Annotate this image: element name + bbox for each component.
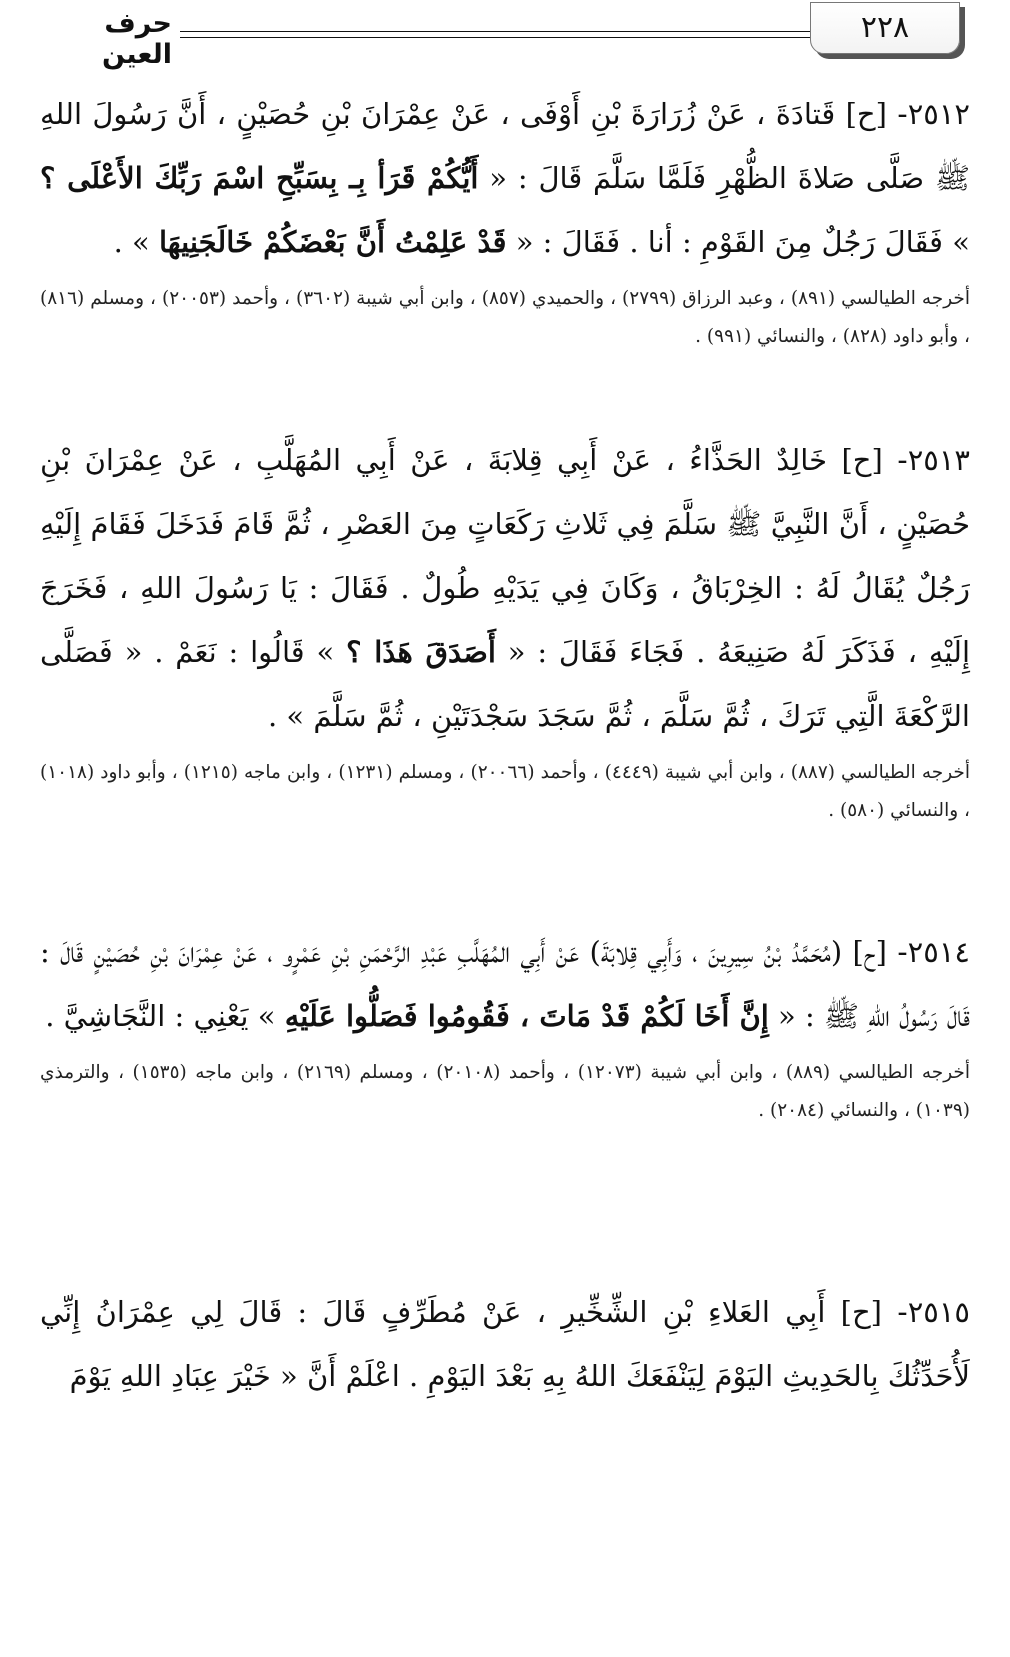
takhrij-note: أخرجه الطيالسي (٨٨٩) ، وابن أبي شيبة (١٢٠٧٣) ، وأحمد (٢٠١٠٨) ، ومسلم (٢١٦٩) ، وابن ماجه (١٥٣٥) ، والترمذي (١٠٣٩) ، والنسائي (٢٠٨٤) . — [40, 1062, 970, 1121]
hadith-number: ٢٥١٣- — [882, 443, 971, 477]
takhrij-note: أخرجه الطيالسي (٨٩١) ، وعبد الرزاق (٢٧٩٩) ، والحميدي (٨٥٧) ، وابن أبي شيبة (٣٦٠٢) ، وأحمد (٢٠٠٥٣) ، ومسلم (٨١٦) ، وأبو داود (٨٢٨) ، والنسائي (٩٩١) . — [40, 288, 970, 347]
page-number: ٢٢٨ — [810, 2, 960, 54]
hadith-text — [40, 920, 970, 1048]
hadith-quote: أَيُّكُمْ قَرَأ بِـ بِسَبِّحِ اسْمَ رَبِّكَ الأَعْلَى ؟ — [40, 161, 479, 195]
hadith-entry-2512 — [40, 82, 970, 356]
hadith-quote: أَصَدَقَ هَذَا ؟ — [346, 635, 496, 669]
hadith-text — [40, 82, 970, 274]
hadith-number: ٢٥١٥- — [882, 1295, 971, 1329]
hadith-number: ٢٥١٢- — [886, 97, 970, 131]
hadith-narration: » فَقَالَ رَجُلٌ مِنَ القَوْمِ : أنا . فَقَالَ : « — [506, 225, 970, 259]
hadith-narration: » يَعْنِي : النَّجَاشِيَّ . — [45, 999, 285, 1033]
hadith-quote: إِنَّ أَخَا لَكُمْ قَدْ مَاتَ ، فَقُومُوا فَصَلُّوا عَلَيْهِ — [284, 999, 769, 1033]
hadith-quote: قَدْ عَلِمْتُ أَنَّ بَعْضَكُمْ خَالَجَنِيهَا — [158, 225, 507, 259]
hadith-chain: [ح] (مُحَمَّدُ بْنُ سِيرِينَ ، وَأَبِي قِلابَةَ) عَنْ أَبِي المُهَلَّبِ عَبْدِ الرَّحْمَنِ بْنِ عَمْرٍو ، عَنْ عِمْرَانَ بْنِ حُصَيْنٍ قَالَ : قَالَ رَسُولُ اللهِ ﷺ : « — [40, 935, 970, 1033]
header-divider — [180, 31, 810, 38]
hadith-entry-2515 — [40, 1280, 970, 1414]
hadith-chain: [ح] خَالِدٌ الحَذَّاءُ ، عَنْ أَبِي قِلابَةَ ، عَنْ أَبِي المُهَلَّبِ ، عَنْ عِمْرَانَ بْنِ حُصَيْنٍ ، أَنَّ النَّبِيَّ ﷺ سَلَّمَ فِي ثَلاثِ رَكَعَاتٍ مِنَ العَصْرِ ، ثُمَّ قَامَ فَدَخَلَ فَقَامَ إِلَيْهِ رَجُلٌ يُقَالُ لَهُ : الخِرْبَاقُ ، وَكَانَ فِي يَدَيْهِ طُولٌ . فَقَالَ : يَا رَسُولَ اللهِ ، فَخَرَجَ إِلَيْهِ ، فَذَكَرَ لَهُ صَنِيعَهُ . فَجَاءَ فَقَالَ : « — [40, 443, 971, 669]
takhrij-note: أخرجه الطيالسي (٨٨٧) ، وابن أبي شيبة (٤٤٤٩) ، وأحمد (٢٠٠٦٦) ، ومسلم (١٢٣١) ، وابن ماجه (١٢١٥) ، وأبو داود (١٠١٨) ، والنسائي (٥٨٠) . — [40, 762, 970, 821]
hadith-text — [40, 1280, 970, 1408]
hadith-number: ٢٥١٤- — [886, 935, 970, 969]
hadith-entry-2513 — [40, 428, 970, 830]
hadith-narration: » قَالُوا : نَعَمْ . « — [112, 635, 347, 669]
running-title: حرف العين — [102, 8, 172, 70]
hadith-narration: » . — [113, 225, 159, 259]
hadith-text — [40, 428, 970, 748]
page-header — [0, 0, 1010, 70]
hadith-entry-2514 — [40, 920, 970, 1130]
hadith-narration: فَصَلَّى الرَّكْعَةَ الَّتِي تَرَكَ ، ثُمَّ سَلَّمَ ، ثُمَّ سَجَدَ سَجْدَتَيْنِ ، ثُمَّ سَلَّمَ » . — [40, 635, 970, 733]
hadith-chain: [ح] قَتادَةَ ، عَنْ زُرَارَةَ بْنِ أَوْفَى ، عَنْ عِمْرَانَ بْنِ حُصَيْنٍ ، أَنَّ رَسُولَ اللهِ ﷺ صَلَّى صَلاةَ الظُّهْرِ فَلَمَّا سَلَّمَ قَالَ : « — [40, 97, 970, 195]
hadith-chain: [ح] أَبِي العَلاءِ بْنِ الشِّخِّيرِ ، عَنْ مُطَرِّفٍ قَالَ : قَالَ لِي عِمْرَانُ إِنِّي لَأُحَدِّثُكَ بِالحَدِيثِ اليَوْمَ لِيَنْفَعَكَ اللهُ بِهِ بَعْدَ اليَوْمِ . اعْلَمْ أَنَّ « خَيْرَ عِبَادِ اللهِ يَوْمَ — [40, 1295, 970, 1393]
